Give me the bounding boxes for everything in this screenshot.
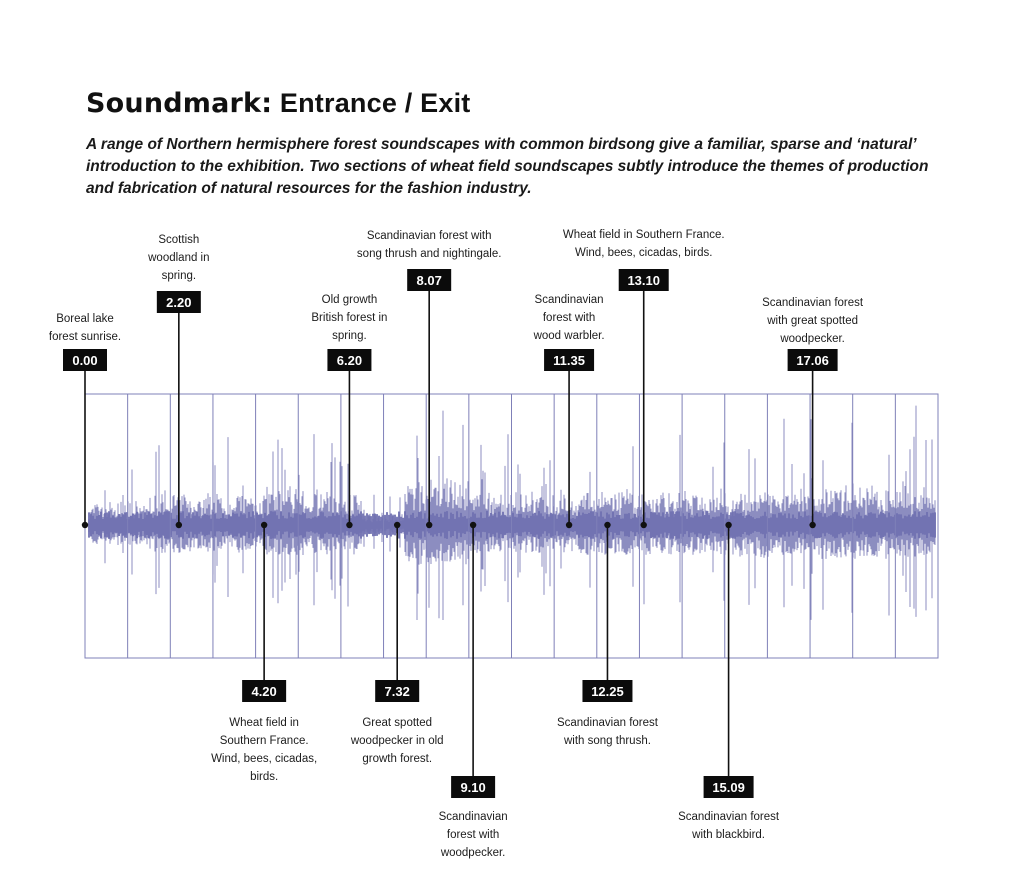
time-badge-label: 13.10 — [627, 273, 660, 288]
time-badge-label: 6.20 — [336, 353, 363, 368]
marker-15-09 — [678, 522, 780, 841]
marker-dot — [725, 522, 731, 528]
time-badge-label: 7.32 — [384, 684, 410, 699]
marker-caption-line: forest with — [446, 829, 500, 841]
marker-caption-line: Scandinavian forest — [762, 297, 864, 309]
marker-caption-line: Wheat field in Southern France. — [562, 229, 725, 241]
marker-0-00 — [49, 313, 121, 528]
marker-caption-line: forest with — [542, 312, 596, 324]
marker-caption-line: Scandinavian — [534, 294, 604, 306]
marker-dot — [604, 522, 610, 528]
marker-dot — [566, 522, 572, 528]
marker-caption-line: with song thrush. — [563, 735, 651, 747]
marker-caption-line: with blackbird. — [692, 829, 766, 841]
marker-caption-line: Scandinavian forest — [678, 811, 780, 823]
marker-dot — [394, 522, 400, 528]
marker-4-20 — [211, 522, 317, 783]
time-badge-label: 4.20 — [251, 684, 277, 699]
page-subtitle: A range of Northern hermisphere forest soundscapes with common birdsong give a familiar, sparse and ‘natural’ introduction to the exhibition. Two sections of wheat field soundscapes subtly introduce the themes of production and fabrication of natural resources for the fashion industry. — [86, 136, 929, 197]
marker-caption-line: Scottish — [158, 234, 200, 246]
marker-caption-line: Scandinavian forest — [556, 717, 658, 729]
time-badge-label: 8.07 — [416, 273, 442, 288]
marker-dot — [176, 522, 182, 528]
marker-caption-line: Old growth — [321, 294, 378, 306]
marker-caption-line: wood warbler. — [533, 330, 605, 342]
time-badge-label: 15.09 — [712, 780, 745, 795]
marker-dot — [426, 522, 432, 528]
marker-caption-line: song thrush and nightingale. — [356, 248, 502, 260]
marker-caption-line: Scandinavian — [438, 811, 508, 823]
time-badge-label: 2.20 — [166, 295, 192, 310]
marker-caption-line: woodpecker in old — [350, 735, 444, 747]
marker-caption-line: Southern France. — [219, 735, 309, 747]
marker-dot — [346, 522, 352, 528]
marker-dot — [82, 522, 88, 528]
marker-caption-line: Scandinavian forest with — [366, 230, 492, 242]
marker-8-07 — [357, 230, 502, 528]
title-rest: Entrance / Exit — [272, 88, 471, 118]
marker-caption-line: Boreal lake — [56, 313, 114, 325]
marker-dot — [641, 522, 647, 528]
marker-caption-line: woodpecker. — [780, 333, 845, 345]
time-badge-label: 17.06 — [796, 353, 829, 368]
marker-11-35 — [533, 294, 605, 528]
marker-caption-line: spring. — [161, 270, 197, 282]
marker-17-06 — [762, 297, 864, 528]
time-badge-label: 11.35 — [553, 353, 585, 368]
marker-caption-line: spring. — [332, 330, 367, 342]
title-bold: Soundmark: — [86, 88, 273, 119]
marker-caption-line: British forest in — [311, 312, 388, 324]
time-badge-label: 0.00 — [72, 353, 98, 368]
marker-6-20 — [311, 294, 387, 528]
marker-caption-line: Wind, bees, cicadas, — [211, 753, 318, 765]
marker-12-25 — [557, 522, 659, 747]
marker-caption-line: Wind, bees, cicadas, birds. — [575, 247, 713, 259]
marker-dot — [809, 522, 815, 528]
marker-caption-line: birds. — [250, 771, 279, 783]
marker-caption-line: Wheat field in — [229, 717, 299, 729]
marker-dot — [470, 522, 476, 528]
marker-caption-line: woodland in — [148, 252, 210, 264]
time-badge-label: 9.10 — [460, 780, 486, 795]
marker-9-10 — [439, 522, 508, 859]
marker-caption-line: Great spotted — [362, 717, 433, 729]
time-badge-label: 12.25 — [591, 684, 624, 699]
marker-13-10 — [563, 229, 725, 528]
marker-caption-line: woodpecker. — [440, 847, 506, 859]
marker-caption-line: growth forest. — [362, 753, 433, 765]
marker-caption-line: forest sunrise. — [48, 331, 122, 343]
marker-caption-line: with great spotted — [767, 315, 858, 327]
marker-dot — [261, 522, 267, 528]
